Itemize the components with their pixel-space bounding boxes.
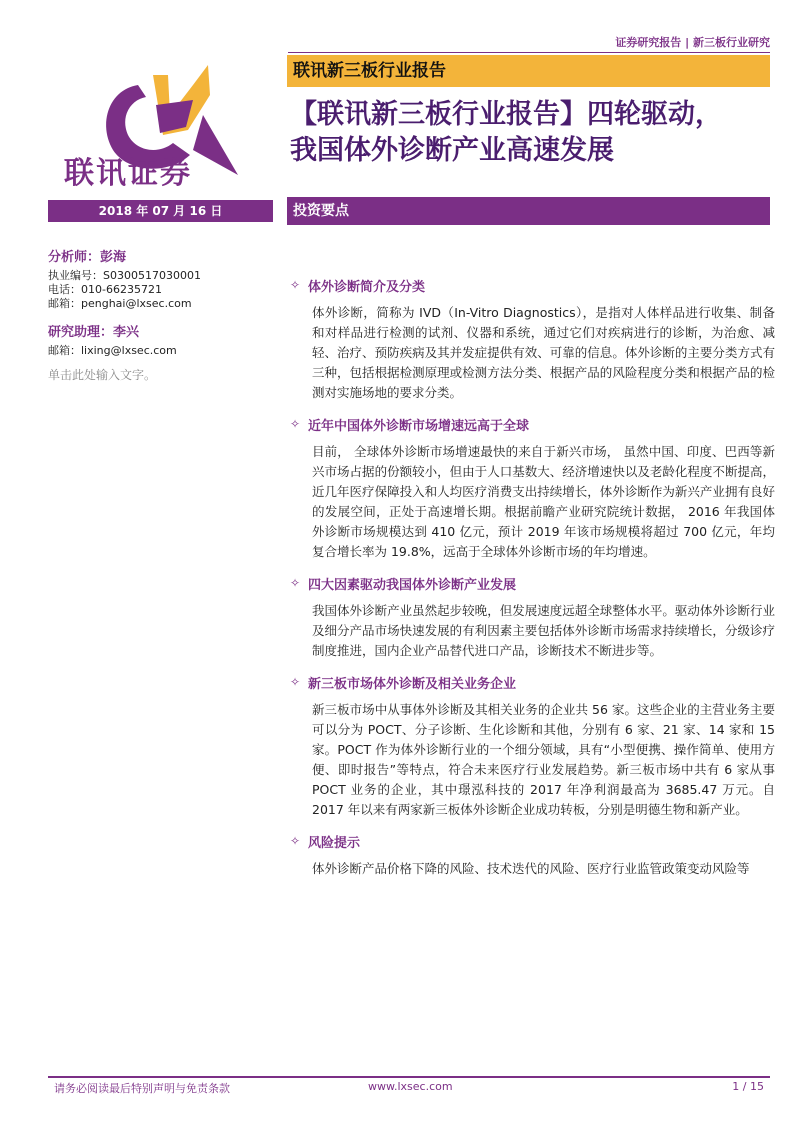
diamond-bullet-icon: ✧ — [290, 417, 301, 431]
analyst-info — [48, 246, 273, 383]
analyst-name: 分析师：彭海 — [48, 250, 127, 265]
section — [290, 574, 775, 661]
investment-highlights — [290, 276, 775, 891]
section-body: 体外诊断，简称为 IVD（In-Vitro Diagnostics），是指对人体样品进行收集、制备和对样品进行检测的试剂、仪器和系统，通过它们对疾病进行的诊断，为治愈、减轻、治疗、预防疾病及其并发症提供有效、可靠的信息。体外诊断的主要分类方式有三种，包括根据检测原理或检测方法分类、根据产品的风险程度分类和根据产品的检测对实施场地的要求分类。 — [312, 305, 775, 400]
section-body: 体外诊断产品价格下降的风险、技术迭代的风险、医疗行业监管政策变动风险等 — [312, 861, 750, 876]
footer-rule — [48, 1076, 770, 1078]
investment-highlights-heading: 投资要点 — [287, 197, 770, 225]
series-banner: 联讯新三板行业报告 — [287, 55, 770, 87]
section-title: ✧ 四大因素驱动我国体外诊断产业发展 — [290, 576, 517, 593]
footer-disclaimer: 请务必阅读最后特别声明与免责条款 — [54, 1082, 230, 1095]
placeholder-text[interactable]: 单击此处输入文字。 — [48, 368, 157, 382]
section-title: ✧ 体外诊断简介及分类 — [290, 278, 426, 295]
diamond-bullet-icon: ✧ — [290, 834, 301, 848]
section-title: ✧ 新三板市场体外诊断及相关业务企业 — [290, 675, 517, 692]
section-body: 新三板市场中从事体外诊断及其相关业务的企业共 56 家。这些企业的主营业务主要可以分为 POCT、分子诊断、生化诊断和其他，分别有 6 家、21 家、14 家和 15 家。POCT 作为体外诊断行业的一个细分领域，具有“小型便携、操作简单、使用方便、即时报告”等特点，符合未来医疗行业发展趋势。新三板市场中共有 6 家从事 POCT 业务的企业，其中璟泓科技的 2017 年净利润最高为 3685.47 万元。自 2017 年以来有两家新三板体外诊断企业成功转板，分别是明德生物和新产业。 — [312, 702, 775, 817]
section — [290, 415, 775, 562]
analyst-license: 执业编号：S0300517030001 — [48, 269, 201, 282]
diamond-bullet-icon: ✧ — [290, 278, 301, 292]
title-line-1: 【联讯新三板行业报告】四轮驱动， — [290, 99, 722, 130]
section — [290, 673, 775, 820]
title-line-2: 我国体外诊断产业高速发展 — [290, 135, 614, 166]
page-number: 1 / 15 — [732, 1080, 764, 1093]
analyst-phone: 电话：010-66235721 — [48, 283, 162, 296]
assistant-name: 研究助理：李兴 — [48, 325, 140, 340]
header-report-type: 证券研究报告 | 新三板行业研究 — [615, 36, 770, 49]
logo-text: 联讯证券 — [64, 156, 192, 191]
section-title: ✧ 近年中国体外诊断市场增速远高于全球 — [290, 417, 530, 434]
assistant-email: 邮箱：lixing@lxsec.com — [48, 344, 177, 357]
section-body: 目前， 全球体外诊断市场增速最快的来自于新兴市场， 虽然中国、印度、巴西等新兴市场占据的份额较小，但由于人口基数大、经济增速快以及老龄化程度不断提高，近几年医疗保障投入和人均医疗消费支出持续增长，体外诊断作为新兴产业拥有良好的发展空间，正处于高速增长期。根据前瞻产业研究院统计数据， 2016 年我国体外诊断市场规模达到 410 亿元，预计 2019 年该市场规模将超过 700 亿元，年均复合增长率为 19.8%，远高于全球体外诊断市场的年均增速。 — [312, 444, 775, 559]
report-title — [290, 97, 780, 169]
analyst-email: 邮箱：penghai@lxsec.com — [48, 297, 192, 310]
header-rule — [288, 52, 770, 53]
diamond-bullet-icon: ✧ — [290, 576, 301, 590]
section — [290, 832, 775, 879]
section-title: ✧ 风险提示 — [290, 834, 361, 851]
section-body: 我国体外诊断产业虽然起步较晚，但发展速度远超全球整体水平。驱动体外诊断行业及细分产品市场快速发展的有利因素主要包括体外诊断市场需求持续增长，分级诊疗制度推进，国内企业产品替代进口产品，诊断技术不断进步等。 — [312, 603, 775, 658]
diamond-bullet-icon: ✧ — [290, 675, 301, 689]
footer-website-link[interactable]: www.lxsec.com — [368, 1080, 453, 1093]
section — [290, 276, 775, 403]
report-date: 2018 年 07 月 16 日 — [48, 200, 273, 222]
